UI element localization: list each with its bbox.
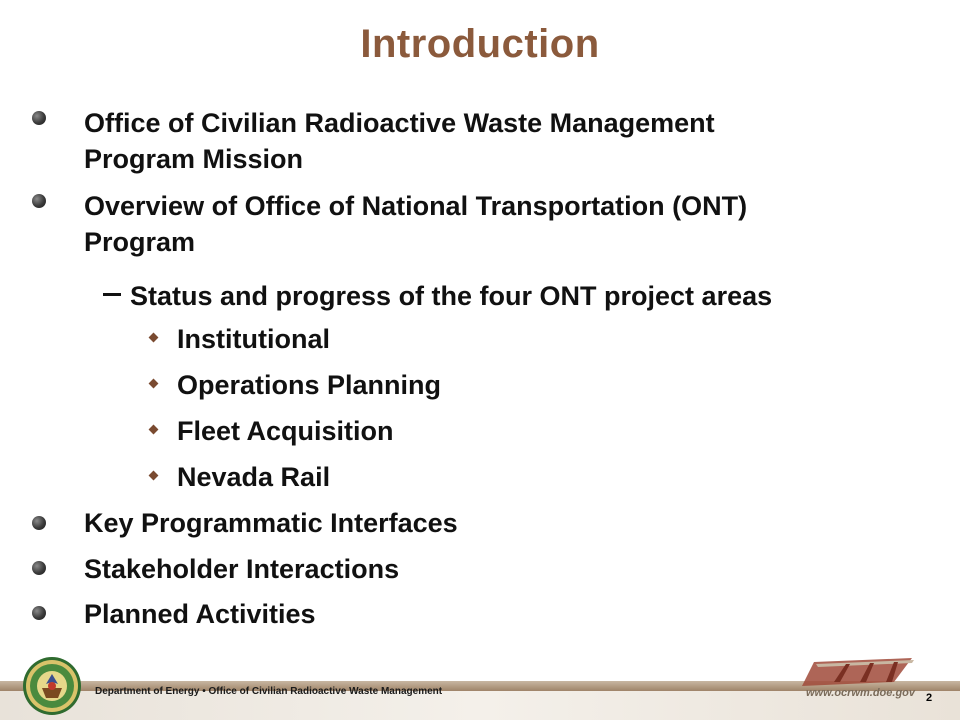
bullet-line: Overview of Office of National Transportation (ONT) bbox=[84, 191, 748, 221]
dash-icon bbox=[103, 293, 121, 296]
bullet-item-5: Planned Activities bbox=[84, 599, 316, 629]
slide-title: Introduction bbox=[360, 22, 600, 66]
bullet-dot-icon bbox=[32, 606, 46, 620]
sub-sub-bullet-item: Fleet Acquisition bbox=[177, 416, 394, 446]
diamond-bullet-icon bbox=[149, 333, 159, 343]
footer-department-text: Department of Energy • Office of Civilian Radioactive Waste Management bbox=[95, 686, 443, 697]
footer-url: www.ocrwm.doe.gov bbox=[806, 687, 915, 699]
bullet-dot-icon bbox=[32, 516, 46, 530]
diamond-bullet-icon bbox=[149, 379, 159, 389]
diamond-bullet-icon bbox=[149, 425, 159, 435]
bullet-item-2 bbox=[84, 188, 747, 260]
page-number: 2 bbox=[926, 692, 933, 704]
bullet-dot-icon bbox=[32, 194, 46, 208]
sub-sub-bullet-item: Institutional bbox=[177, 324, 330, 354]
sub-bullet-item bbox=[130, 278, 772, 314]
bullet-item-3: Key Programmatic Interfaces bbox=[84, 508, 458, 538]
rail-logo-icon bbox=[794, 650, 924, 690]
bullet-line: Program Mission bbox=[84, 144, 304, 174]
bullet-line: Office of Civilian Radioactive Waste Management bbox=[84, 108, 715, 138]
doe-seal-icon bbox=[22, 656, 82, 716]
bullet-line: Program bbox=[84, 227, 196, 257]
diamond-bullet-icon bbox=[149, 471, 159, 481]
bullet-line: Status and progress of the four ONT project areas bbox=[130, 281, 773, 311]
bullet-item-1 bbox=[84, 105, 715, 177]
sub-sub-bullet-item: Operations Planning bbox=[177, 370, 442, 400]
bullet-dot-icon bbox=[32, 561, 46, 575]
bullet-item-4: Stakeholder Interactions bbox=[84, 554, 400, 584]
bullet-dot-icon bbox=[32, 111, 46, 125]
sub-sub-bullet-item: Nevada Rail bbox=[177, 462, 331, 492]
